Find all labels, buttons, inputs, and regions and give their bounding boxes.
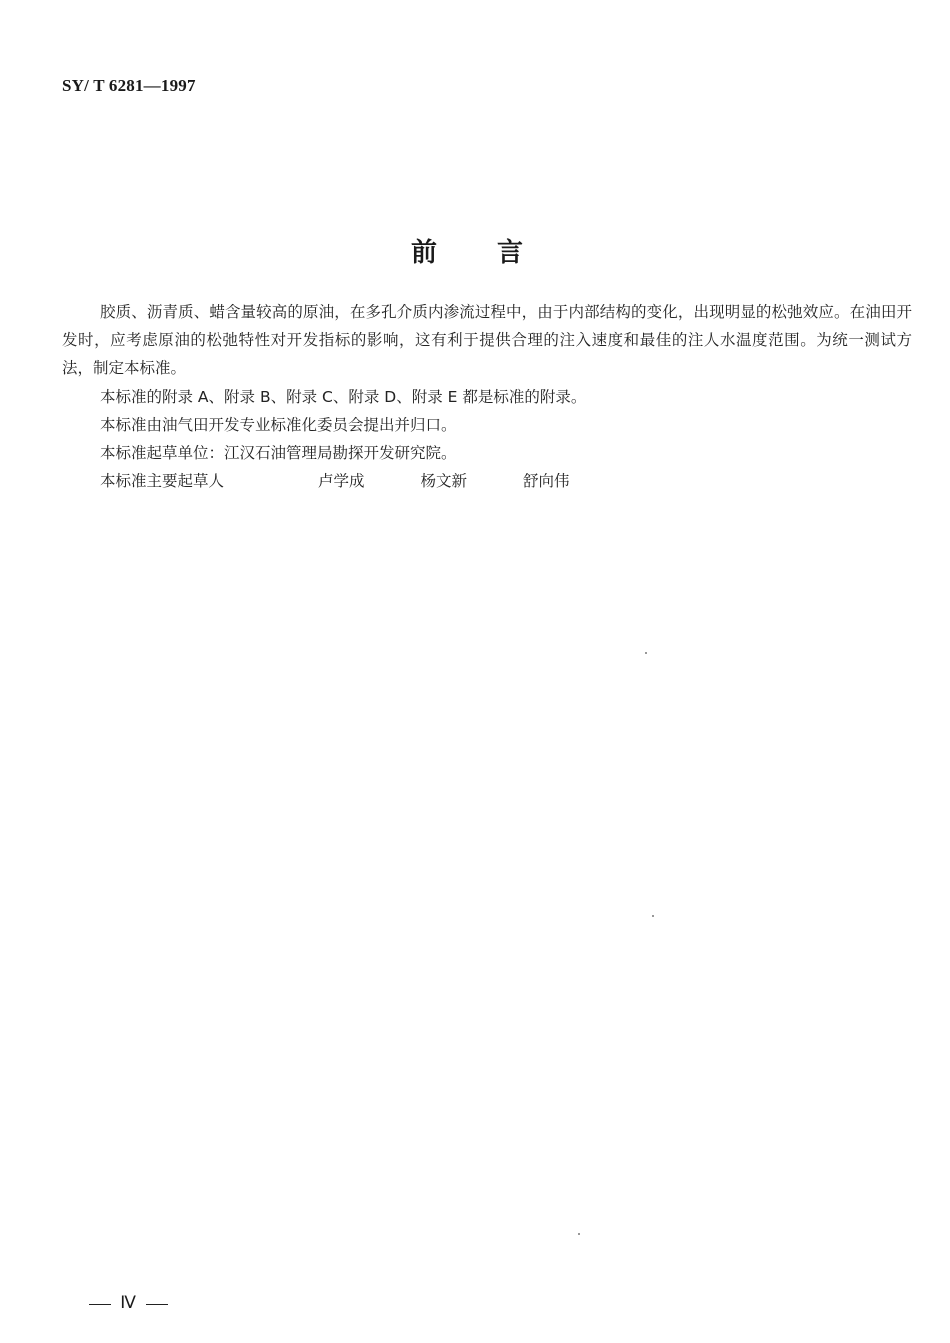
- scan-speck: [645, 652, 647, 654]
- dash-right: [146, 1304, 168, 1305]
- preface-paragraph-appendix: 本标准的附录 A、附录 B、附录 C、附录 D、附录 E 都是标准的附录。: [100, 387, 587, 406]
- preface-paragraph-drafters: [62, 467, 912, 495]
- preface-title: 前言: [410, 238, 583, 268]
- preface-paragraph-drafting-unit: 本标准起草单位：江汉石油管理局勘探开发研究院。: [100, 444, 457, 463]
- preface-paragraph-intro: 胶质、沥青质、蜡含量较高的原油，在多孔介质内渗流过程中，由于内部结构的变化，出现明显的松弛效应。在油田开发时，应考虑原油的松弛特性对开发指标的影响，这有利于提供合理的注入速度和最佳的注人水温度范围。为统一测试方法，制定本标准。: [62, 303, 912, 378]
- preface-paragraph-committee: 本标准由油气田开发专业标准化委员会提出并归口。: [100, 415, 457, 434]
- page-number-footer: [85, 1293, 172, 1313]
- drafters-label: 本标准主要起草人: [100, 472, 225, 491]
- scan-speck: [652, 915, 654, 917]
- dash-left: [89, 1304, 111, 1305]
- preface-body: [62, 298, 912, 495]
- drafter-name: 卢学成: [318, 472, 365, 491]
- drafter-name: 杨文新: [420, 472, 468, 491]
- scan-speck: [578, 1233, 580, 1235]
- standard-code: SY/ T 6281—1997: [62, 76, 196, 95]
- page-number: Ⅳ: [120, 1293, 137, 1312]
- drafter-name: 舒向伟: [523, 472, 570, 491]
- drafters-list: [242, 467, 588, 495]
